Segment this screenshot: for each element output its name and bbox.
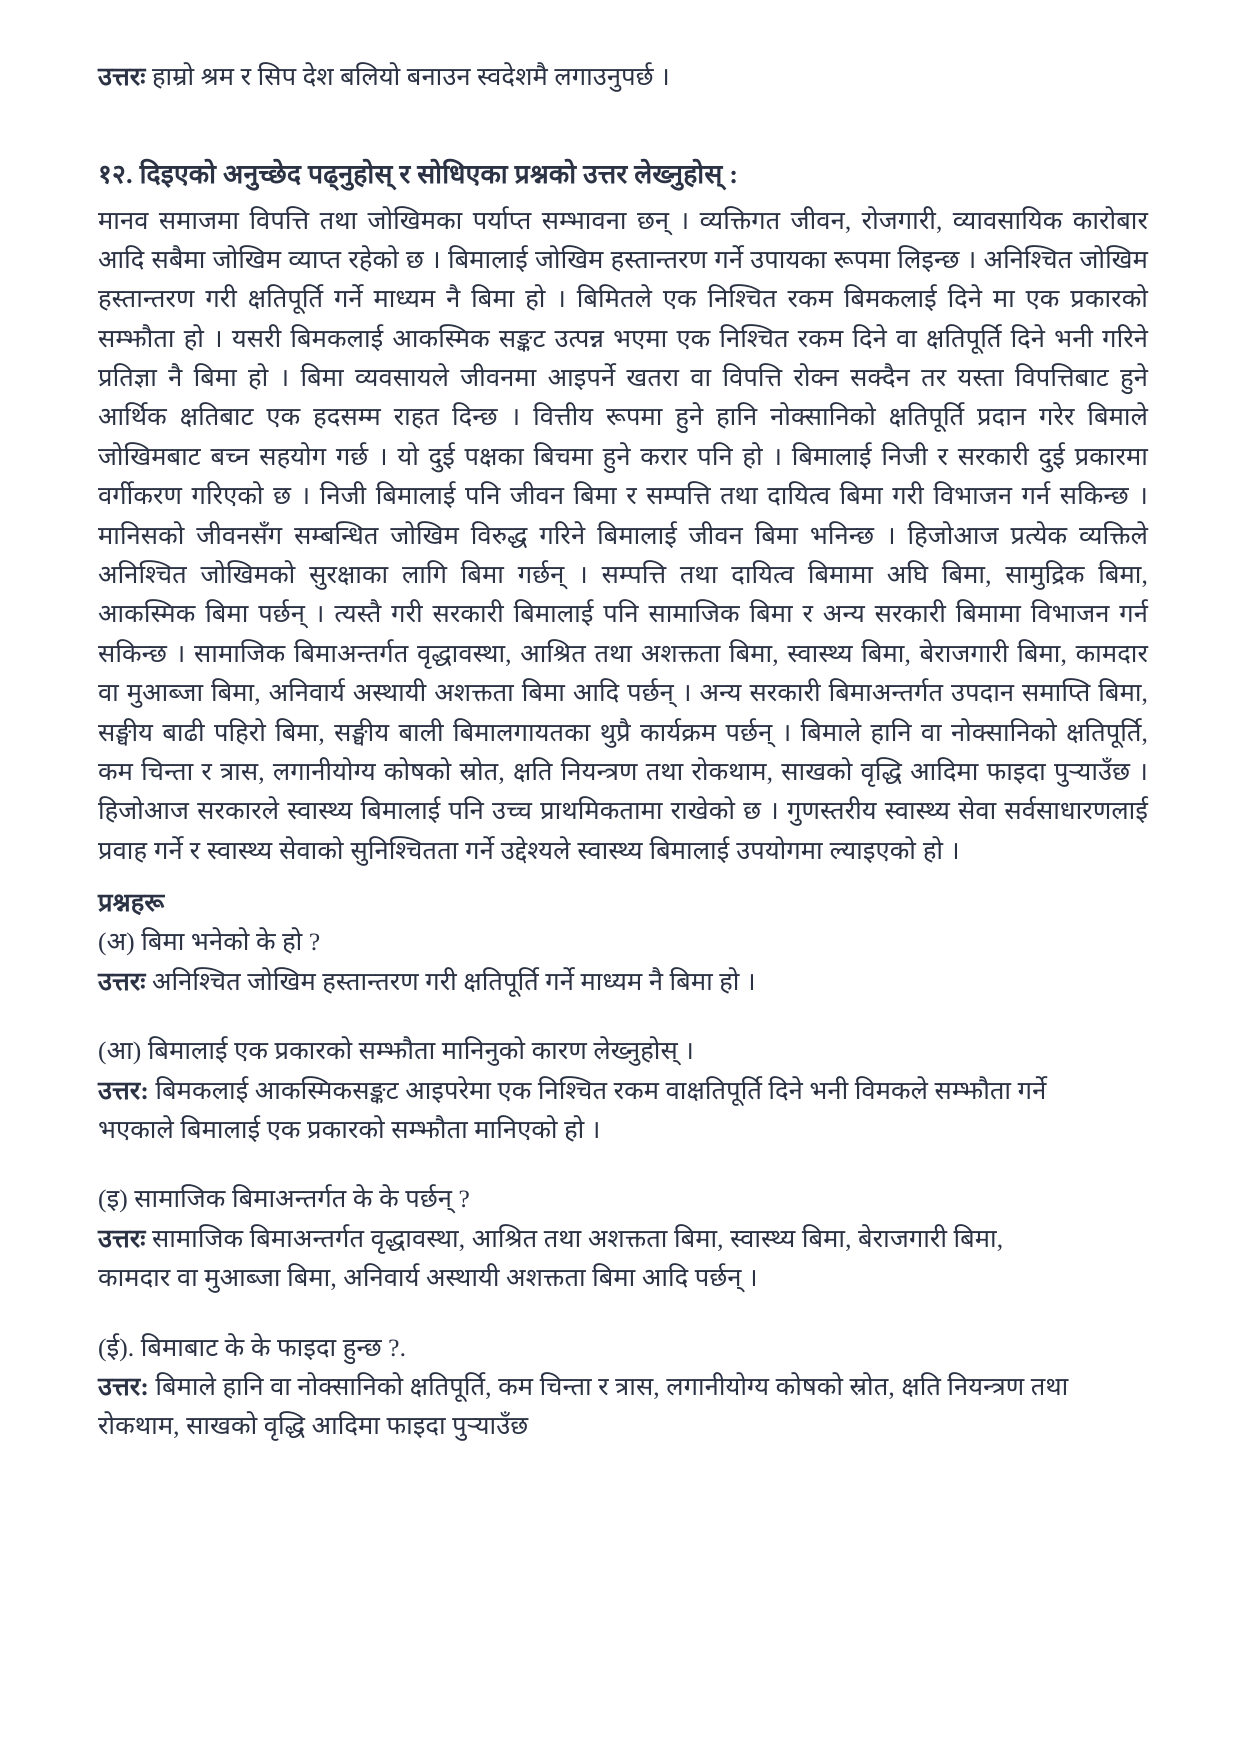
- qa-item-4: [98, 1328, 1148, 1446]
- question-text: (अ) बिमा भनेको के हो ?: [98, 927, 321, 957]
- answer-text: सामाजिक बिमाअन्तर्गत वृद्धावस्था, आश्रित तथा अशक्तता बिमा, स्वास्थ्य बिमा, बेराजगारी बिमा, कामदार वा मुआब्जा बिमा, अनिवार्य अस्थायी अशक्तता बिमा आदि पर्छन् ।: [98, 1223, 1004, 1293]
- questions-title: प्रश्नहरू: [98, 888, 165, 918]
- answer-row: [98, 962, 1148, 1001]
- passage-text: मानव समाजमा विपत्ति तथा जोखिमका पर्याप्त सम्भावना छन् । व्यक्तिगत जीवन, रोजगारी, व्यावसायिक कारोबार आदि सबैमा जोखिम व्याप्त रहेको छ । बिमालाई जोखिम हस्तान्तरण गर्ने उपायका रूपमा लिइन्छ । अनिश्चित जोखिम हस्तान्तरण गरी क्षतिपूर्ति गर्ने माध्यम नै बिमा हो । बिमितले एक निश्चित रकम बिमकलाई दिने मा एक प्रकारको सम्झौता हो । यसरी बिमकलाई आकस्मिक सङ्कट उत्पन्न भएमा एक निश्चित रकम दिने वा क्षतिपूर्ति दिने भनी गरिने प्रतिज्ञा नै बिमा हो । बिमा व्यवसायले जीवनमा आइपर्ने खतरा वा विपत्ति रोक्न सक्दैन तर यस्ता विपत्तिबाट हुने आर्थिक क्षतिबाट एक हदसम्म राहत दिन्छ । वित्तीय रूपमा हुने हानि नोक्सानिको क्षतिपूर्ति प्रदान गरेर बिमाले जोखिमबाट बच्न सहयोग गर्छ । यो दुई पक्षका बिचमा हुने करार पनि हो । बिमालाई निजी र सरकारी दुई प्रकारमा वर्गीकरण गरिएको छ । निजी बिमालाई पनि जीवन बिमा र सम्पत्ति तथा दायित्व बिमा गरी विभाजन गर्न सकिन्छ । मानिसको जीवनसँग सम्बन्धित जोखिम विरुद्ध गरिने बिमालाई जीवन बिमा भनिन्छ । हिजोआज प्रत्येक व्यक्तिले अनिश्चित जोखिमको सुरक्षाका लागि बिमा गर्छन् । सम्पत्ति तथा दायित्व बिमामा अघि बिमा, सामुद्रिक बिमा, आकस्मिक बिमा पर्छन् । त्यस्तै गरी सरकारी बिमालाई पनि सामाजिक बिमा र अन्य सरकारी बिमामा विभाजन गर्न सकिन्छ । सामाजिक बिमाअन्तर्गत वृद्धावस्था, आश्रित तथा अशक्तता बिमा, स्वास्थ्य बिमा, बेराजगारी बिमा, कामदार वा मुआब्जा बिमा, अनिवार्य अस्थायी अशक्तता बिमा आदि पर्छन् । अन्य सरकारी बिमाअन्तर्गत उपदान समाप्ति बिमा, सङ्घीय बाढी पहिरो बिमा, सङ्घीय बाली बिमालगायतका थुप्रै कार्यक्रम पर्छन् । बिमाले हानि वा नोक्सानिको क्षतिपूर्ति, कम चिन्ता र त्रास, लगानीयोग्य कोषको स्रोत, क्षति नियन्त्रण तथा रोकथाम, साखको वृद्धि आदिमा फाइदा पुऱ्याउँछ । हिजोआज सरकारले स्वास्थ्य बिमालाई पनि उच्च प्राथमिकतामा राखेको छ । गुणस्तरीय स्वास्थ्य सेवा सर्वसाधारणलाई प्रवाह गर्ने र स्वास्थ्य सेवाको सुनिश्चितता गर्ने उद्देश्यले स्वास्थ्य बिमालाई उपयोगमा ल्याइएको हो ।: [98, 205, 1148, 865]
- qa-item-2: [98, 1031, 1148, 1149]
- qa-item-1: [98, 922, 1148, 1001]
- previous-answer-line: [98, 52, 1148, 97]
- answer-text: अनिश्चित जोखिम हस्तान्तरण गरी क्षतिपूर्ति गर्ने माध्यम नै बिमा हो ।: [151, 966, 756, 996]
- document-body: [98, 52, 1148, 1446]
- answer-row: [98, 1071, 1098, 1150]
- qa-spacer: [98, 1001, 1148, 1031]
- previous-answer-label: उत्तरः: [98, 62, 146, 91]
- question-text: (ई). बिमाबाट के के फाइदा हुन्छ ?.: [98, 1332, 407, 1362]
- answer-label: उत्तर:: [98, 1371, 149, 1401]
- question-text: (इ) सामाजिक बिमाअन्तर्गत के के पर्छन् ?: [98, 1184, 470, 1214]
- answer-row: [98, 1219, 1058, 1298]
- answer-row: [98, 1367, 1108, 1446]
- exercise-heading: १२. दिइएको अनुच्छेद पढ्नुहोस् र सोधिएका प्रश्नको उत्तर लेख्नुहोस् :: [98, 158, 739, 189]
- answer-text: बिमाले हानि वा नोक्सानिको क्षतिपूर्ति, कम चिन्ता र त्रास, लगानीयोग्य कोषको स्रोत, क्षति नियन्त्रण तथा रोकथाम, साखको वृद्धि आदिमा फाइदा पुऱ्याउँछ: [98, 1371, 1069, 1441]
- qa-spacer: [98, 1298, 1148, 1328]
- previous-answer-text: हाम्रो श्रम र सिप देश बलियो बनाउन स्वदेशमै लगाउनुपर्छ ।: [151, 62, 670, 91]
- answer-text: बिमकलाई आकस्मिकसङ्कट आइपरेमा एक निश्चित रकम वाक्षतिपूर्ति दिने भनी विमकले सम्झौता गर्ने भएकाले बिमालाई एक प्रकारको सम्झौता मानिएको हो ।: [98, 1075, 1047, 1144]
- qa-item-3: [98, 1179, 1148, 1297]
- answer-label: उत्तरः: [98, 966, 146, 996]
- answer-label: उत्तर:: [98, 1075, 149, 1105]
- answer-label: उत्तरः: [98, 1223, 146, 1253]
- question-text: (आ) बिमालाई एक प्रकारको सम्झौता मानिनुको कारण लेख्नुहोस् ।: [98, 1036, 695, 1066]
- qa-spacer: [98, 1149, 1148, 1179]
